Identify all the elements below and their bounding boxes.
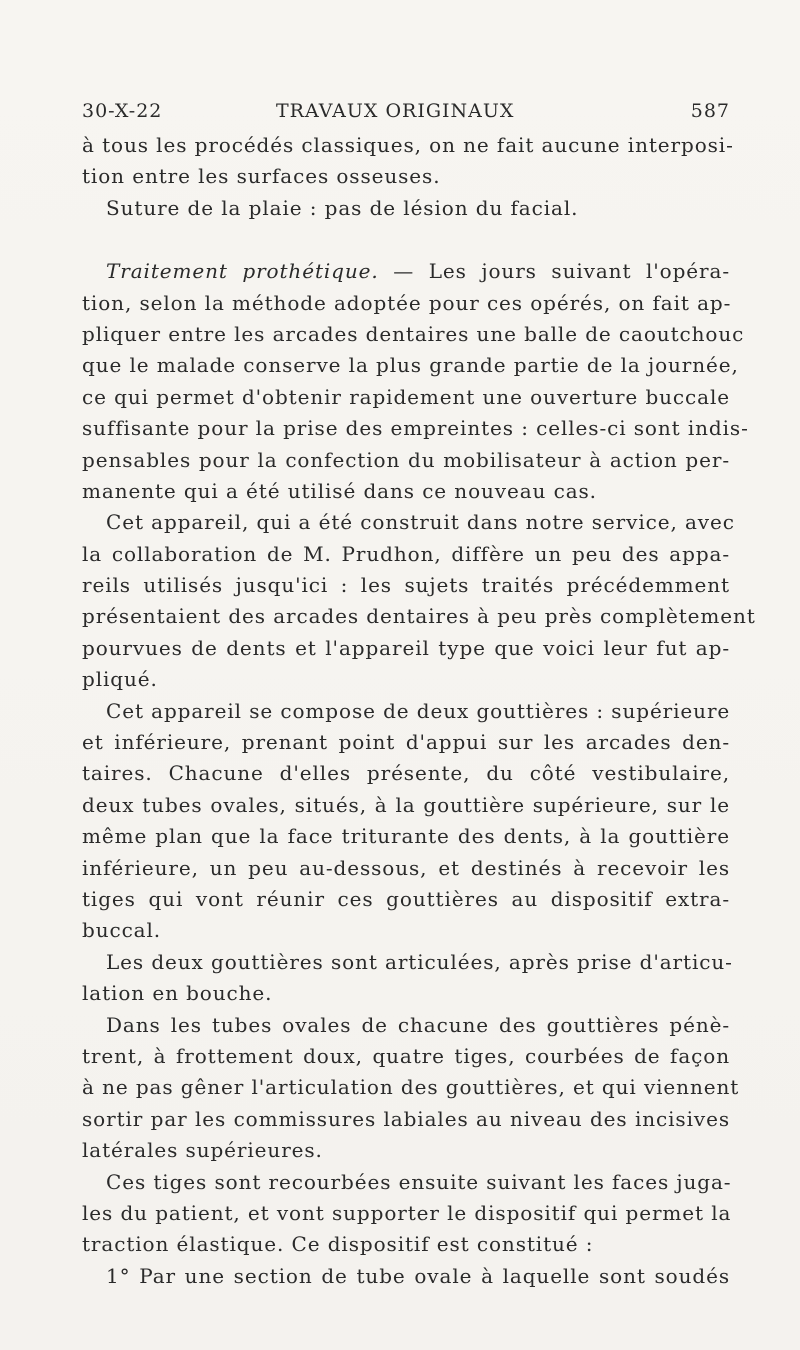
text-line: lation en bouche. bbox=[82, 981, 273, 1006]
text-line: reils utilisés jusqu'ici : les sujets traités précédemment bbox=[82, 573, 730, 598]
running-header bbox=[82, 100, 730, 126]
text-line: buccal. bbox=[82, 918, 162, 943]
text-line: Les deux gouttières sont articulées, après prise d'articu- bbox=[106, 949, 733, 974]
text-line: inférieure, un peu au-dessous, et destinés à recevoir les bbox=[82, 855, 730, 880]
paragraph-gap bbox=[82, 224, 730, 256]
text-line: pensables pour la confection du mobilisateur à action per- bbox=[82, 447, 730, 472]
text-line: pliqué. bbox=[82, 667, 158, 692]
text-line: pourvues de dents et l'appareil type que voici leur fut ap- bbox=[82, 635, 730, 660]
text-line: tiges qui vont réunir ces gouttières au dispositif extra- bbox=[82, 886, 730, 911]
text-line: Cet appareil, qui a été construit dans notre service, avec bbox=[106, 510, 735, 535]
text-line: suffisante pour la prise des empreintes : celles-ci sont indis- bbox=[82, 416, 749, 441]
text-line: Dans les tubes ovales de chacune des gouttières pénè- bbox=[106, 1012, 730, 1037]
text-line: Ces tiges sont recourbées ensuite suivant les faces juga- bbox=[106, 1169, 732, 1194]
text-line: à tous les procédés classiques, on ne fait aucune interposi- bbox=[82, 133, 734, 157]
text-line: manente qui a été utilisé dans ce nouveau cas. bbox=[82, 478, 597, 503]
section-heading: Traitement prothétique. bbox=[106, 259, 379, 284]
text-line: les du patient, et vont supporter le dispositif qui permet la bbox=[82, 1200, 732, 1225]
text-line: et inférieure, prenant point d'appui sur les arcades den- bbox=[82, 730, 730, 755]
text-line: à ne pas gêner l'articulation des gouttières, et qui viennent bbox=[82, 1075, 740, 1100]
text-line: Cet appareil se compose de deux gouttières : supérieure bbox=[106, 698, 731, 723]
text-line: Suture de la plaie : pas de lésion du facial. bbox=[106, 195, 579, 220]
text-line: trent, à frottement doux, quatre tiges, courbées de façon bbox=[82, 1043, 730, 1068]
section-heading-line bbox=[82, 256, 730, 287]
text-line: latérales supérieures. bbox=[82, 1138, 323, 1163]
text-line: tion entre les surfaces osseuses. bbox=[82, 164, 441, 189]
text-line: pliquer entre les arcades dentaires une balle de caoutchouc bbox=[82, 321, 745, 346]
header-date: 30-X-22 bbox=[82, 100, 163, 122]
text-line: taires. Chacune d'elles présente, du côté vestibulaire, bbox=[82, 761, 730, 786]
text-line: même plan que la face triturante des dents, à la gouttière bbox=[82, 824, 730, 849]
text-line: 1° Par une section de tube ovale à laquelle sont soudés bbox=[106, 1263, 730, 1288]
body-text bbox=[82, 130, 756, 1292]
text-line: que le malade conserve la plus grande partie de la journée, bbox=[82, 353, 739, 378]
text-line: tion, selon la méthode adoptée pour ces opérés, on fait ap- bbox=[82, 290, 732, 315]
text-line: sortir par les commissures labiales au niveau des incisives bbox=[82, 1106, 730, 1131]
header-title: TRAVAUX ORIGINAUX bbox=[276, 100, 515, 122]
text-line: deux tubes ovales, situés, à la gouttière supérieure, sur le bbox=[82, 792, 730, 817]
page-number: 587 bbox=[690, 100, 730, 122]
text-line: traction élastique. Ce dispositif est constitué : bbox=[82, 1232, 594, 1257]
text-line: présentaient des arcades dentaires à peu près complètement bbox=[82, 604, 756, 629]
text-line: — Les jours suivant l'opéra- bbox=[393, 259, 730, 284]
text-line: la collaboration de M. Prudhon, diffère un peu des appa- bbox=[82, 541, 730, 566]
text-line: ce qui permet d'obtenir rapidement une ouverture buccale bbox=[82, 384, 730, 409]
